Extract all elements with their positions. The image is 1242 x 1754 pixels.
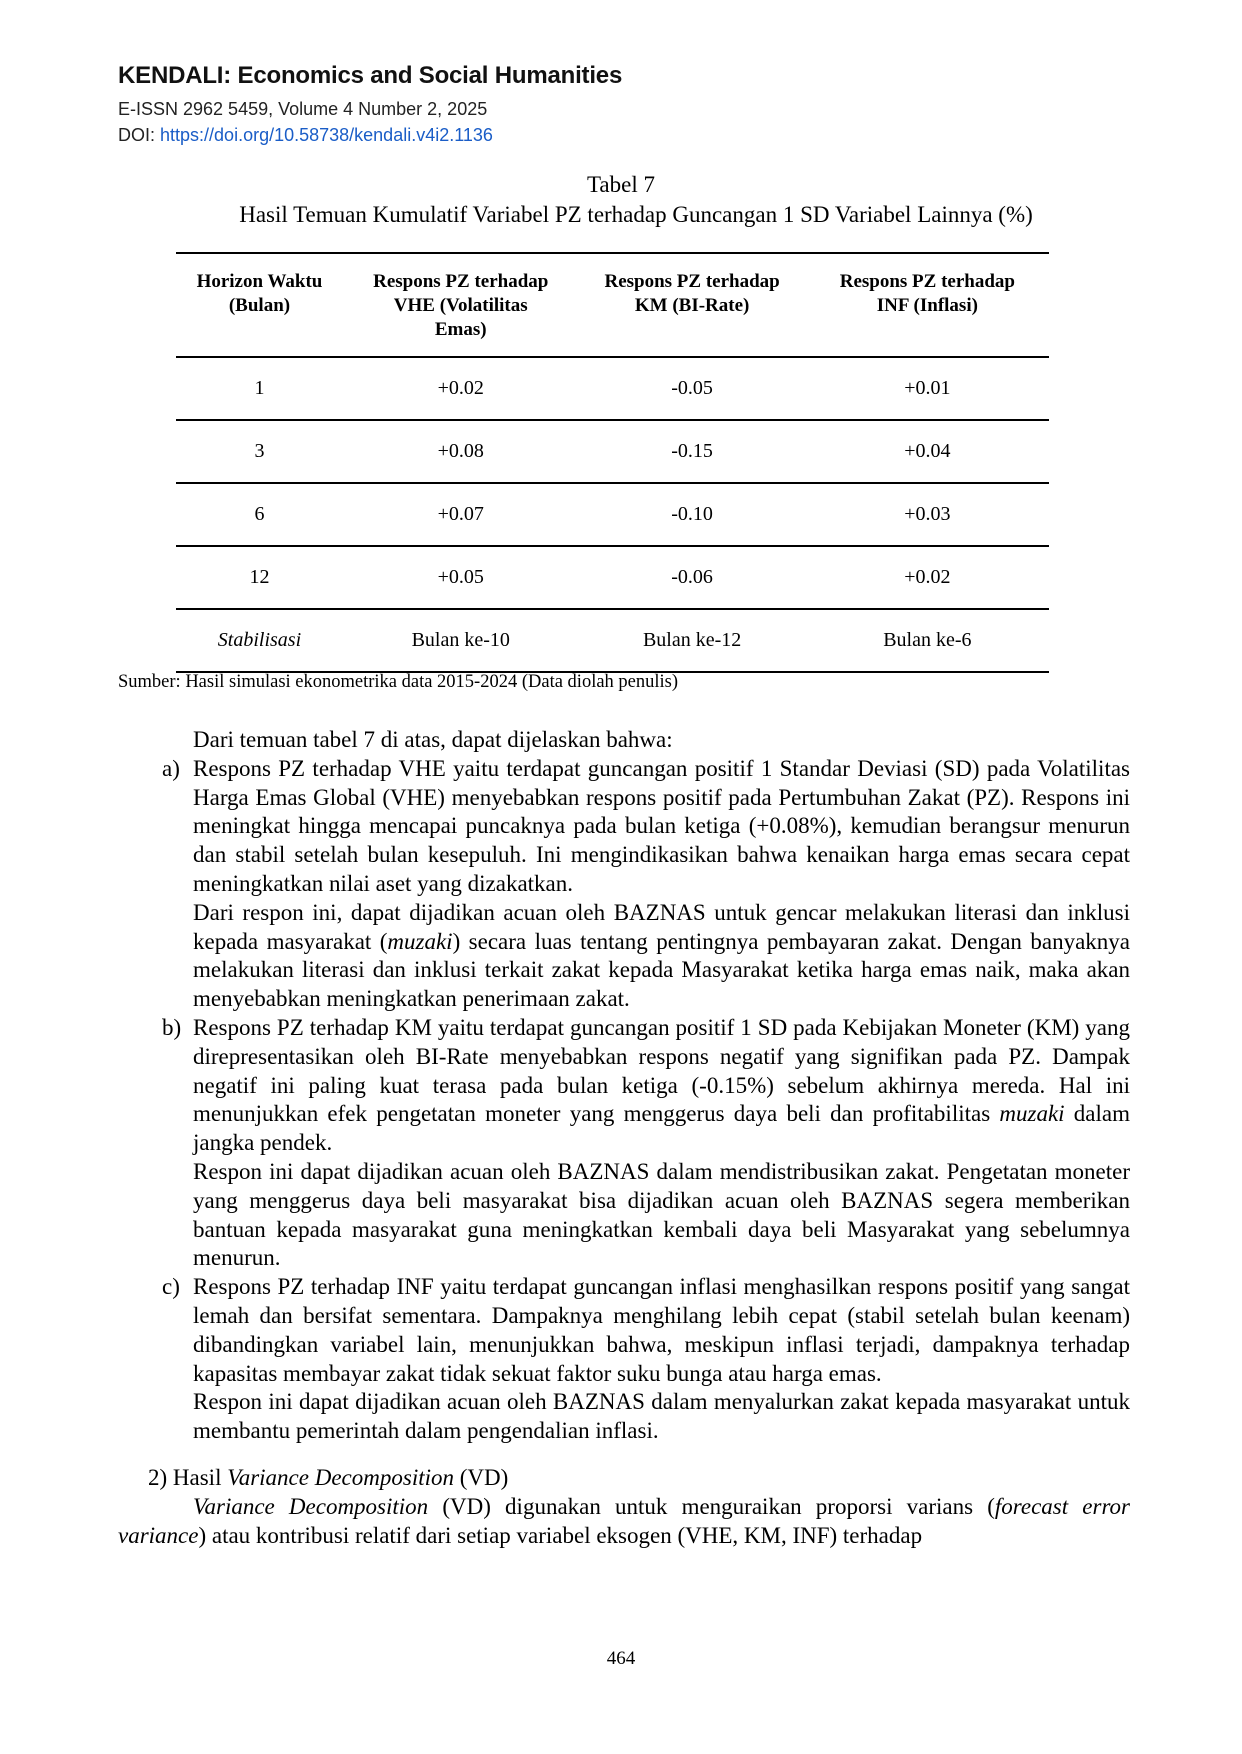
italic-term: muzaki — [387, 928, 453, 954]
italic-term: muzaki — [999, 1101, 1065, 1127]
issn-line: E-ISSN 2962 5459, Volume 4 Number 2, 2025 — [118, 99, 488, 119]
cell-inf: +0.01 — [904, 377, 951, 399]
cell-horizon: 6 — [254, 503, 265, 525]
doi-line — [118, 122, 622, 148]
table-row — [176, 357, 1049, 420]
journal-title: KENDALI: Economics and Social Humanities — [118, 62, 623, 89]
cell-km: -0.06 — [671, 566, 713, 588]
header-km — [579, 253, 806, 357]
paragraph-text: ) atau kontribusi relatif dari setiap variabel eksogen (VHE, KM, INF) terhadap — [198, 1522, 923, 1548]
cell-vhe: +0.08 — [437, 440, 484, 462]
list-marker: a) — [162, 755, 180, 781]
paragraph-text: (VD) digunakan untuk menguraikan proporsi varians ( — [428, 1493, 995, 1519]
cell-horizon: 12 — [249, 566, 270, 588]
header-km-line1: Respons PZ terhadap — [604, 271, 780, 292]
page-number: 464 — [606, 1648, 636, 1669]
list-item-text: Respons PZ terhadap INF yaitu terdapat guncangan inflasi menghasilkan respons positif yang sangat lemah dan bersifat sementara. Dampaknya menghilang lebih cepat (stabil setelah bulan keenam) dibandingkan variabel lain, menunjukkan bahwa, meskipun inflasi terjadi, dampaknya terhadap kapasitas membayar zakat tidak sekuat faktor suku bunga atau harga emas. — [193, 1274, 1130, 1386]
header-km-line2: KM (BI-Rate) — [634, 295, 750, 316]
header-inf-line1: Respons PZ terhadap — [839, 271, 1015, 292]
table-title: Hasil Temuan Kumulatif Variabel PZ terhadap Guncangan 1 SD Variabel Lainnya (%) — [239, 202, 1033, 227]
doi-label: DOI: — [118, 125, 161, 145]
cell-vhe: Bulan ke-10 — [411, 629, 510, 651]
cell-km: Bulan ke-12 — [642, 629, 742, 651]
table-row — [176, 420, 1049, 483]
cell-vhe: +0.07 — [437, 503, 484, 525]
header-vhe-line3: Emas) — [434, 319, 487, 340]
list-marker: c) — [162, 1274, 180, 1300]
cell-km: -0.05 — [671, 377, 713, 399]
list-text-part: Respons PZ terhadap KM yaitu terdapat guncangan positif 1 SD pada Kebijakan Moneter (KM) yang direpresentasikan oleh BI-Rate menyebabkan respons negatif yang signifikan pada PZ. Dampak negatif ini paling kuat terasa pada bulan ketiga (-0.15%) sebelum akhirnya mereda. Hal ini menunjukkan efek pengetatan moneter yang menggerus daya beli dan profitabilitas — [193, 1014, 1130, 1127]
cell-inf: +0.02 — [904, 566, 951, 588]
cell-km: -0.10 — [671, 503, 713, 525]
header-vhe-line1: Respons PZ terhadap — [373, 271, 549, 292]
section-number: 2) Hasil — [148, 1464, 228, 1490]
cell-inf: Bulan ke-6 — [883, 629, 972, 651]
spacer — [118, 1446, 1130, 1464]
table-source-note: Sumber: Hasil simulasi ekonometrika data 2015-2024 (Data diolah penulis) — [118, 672, 679, 692]
list-item-text — [193, 1014, 1130, 1158]
cell-km: -0.15 — [671, 440, 713, 462]
doi-link[interactable]: https://doi.org/10.58738/kendali.v4i2.1136 — [160, 125, 493, 145]
continuation-text: Dari respon ini, dapat dijadikan acuan oleh BAZNAS untuk gencar melakukan literasi dan inklusi kepada masyarakat ( — [193, 899, 1130, 954]
cell-inf: +0.04 — [904, 440, 951, 462]
table-row — [176, 483, 1049, 546]
header-vhe-line2: VHE (Volatilitas — [393, 295, 528, 316]
header-inf — [806, 253, 1049, 357]
header-horizon — [176, 253, 343, 357]
intro-paragraph: Dari temuan tabel 7 di atas, dapat dijelaskan bahwa: — [193, 727, 673, 752]
list-marker: b) — [162, 1014, 182, 1040]
section-suffix: (VD) — [453, 1464, 509, 1490]
table-header-row — [176, 253, 1049, 357]
header-horizon-line2: (Bulan) — [228, 295, 291, 316]
vd-paragraph — [118, 1493, 1130, 1551]
table-row — [176, 546, 1049, 609]
section-heading — [118, 1464, 1130, 1493]
list-item-b — [118, 1014, 1130, 1158]
header-horizon-line1: Horizon Waktu — [196, 271, 323, 292]
cell-vhe: +0.05 — [437, 566, 484, 588]
italic-term: Variance Decomposition — [193, 1493, 429, 1519]
list-item-a — [118, 755, 1130, 899]
list-item-c — [118, 1273, 1130, 1388]
table-caption — [0, 170, 1242, 230]
list-item-text: Respons PZ terhadap VHE yaitu terdapat guncangan positif 1 Standar Deviasi (SD) pada Volatilitas Harga Emas Global (VHE) menyebabkan respons positif pada Pertumbuhan Zakat (PZ). Respons ini meningkat hingga mencapai puncaknya pada bulan ketiga (+0.08%), kemudian berangsur menurun dan stabil setelah bulan kesepuluh. Ini mengindikasikan bahwa kenaikan harga emas secara cepat meningkatkan nilai aset yang dizakatkan. — [193, 755, 1130, 896]
list-item-continuation — [118, 899, 1130, 1014]
cell-horizon: 1 — [254, 377, 265, 399]
table-row-stabilisasi — [176, 609, 1049, 672]
italic-term: forecast error variance — [118, 1493, 1131, 1548]
cell-inf: +0.03 — [904, 503, 951, 525]
continuation-text: ) secara luas tentang pentingnya pembayaran zakat. Dengan banyaknya melakukan literasi dan inklusi terkait zakat kepada Masyarakat ketika harga emas naik, maka akan menyebabkan meningkatkan penerimaan zakat. — [193, 928, 1130, 1012]
list-text-part: dalam jangka pendek. — [193, 1101, 1130, 1156]
cell-vhe: +0.02 — [437, 377, 484, 399]
cell-horizon: 3 — [254, 440, 265, 462]
section-italic-title: Variance Decomposition — [227, 1464, 454, 1490]
list-item-continuation: Respon ini dapat dijadikan acuan oleh BAZNAS dalam menyalurkan zakat kepada masyarakat untuk membantu pemerintah dalam pengendalian inflasi. — [193, 1389, 1130, 1444]
header-inf-line2: INF (Inflasi) — [876, 295, 978, 316]
body-text — [118, 726, 1130, 1550]
list-item-continuation: Respon ini dapat dijadikan acuan oleh BAZNAS dalam mendistribusikan zakat. Pengetatan moneter yang menggerus daya beli masyarakat bisa dijadikan acuan oleh BAZNAS segera memberikan bantuan kepada masyarakat guna meningkatkan kembali daya beli Masyarakat yang sebelumnya menurun. — [193, 1158, 1130, 1271]
cell-stabilisasi-label: Stabilisasi — [217, 629, 302, 651]
header-vhe — [343, 253, 579, 357]
table-number: Tabel 7 — [586, 172, 655, 197]
journal-header — [118, 62, 622, 148]
results-table — [176, 252, 1049, 673]
